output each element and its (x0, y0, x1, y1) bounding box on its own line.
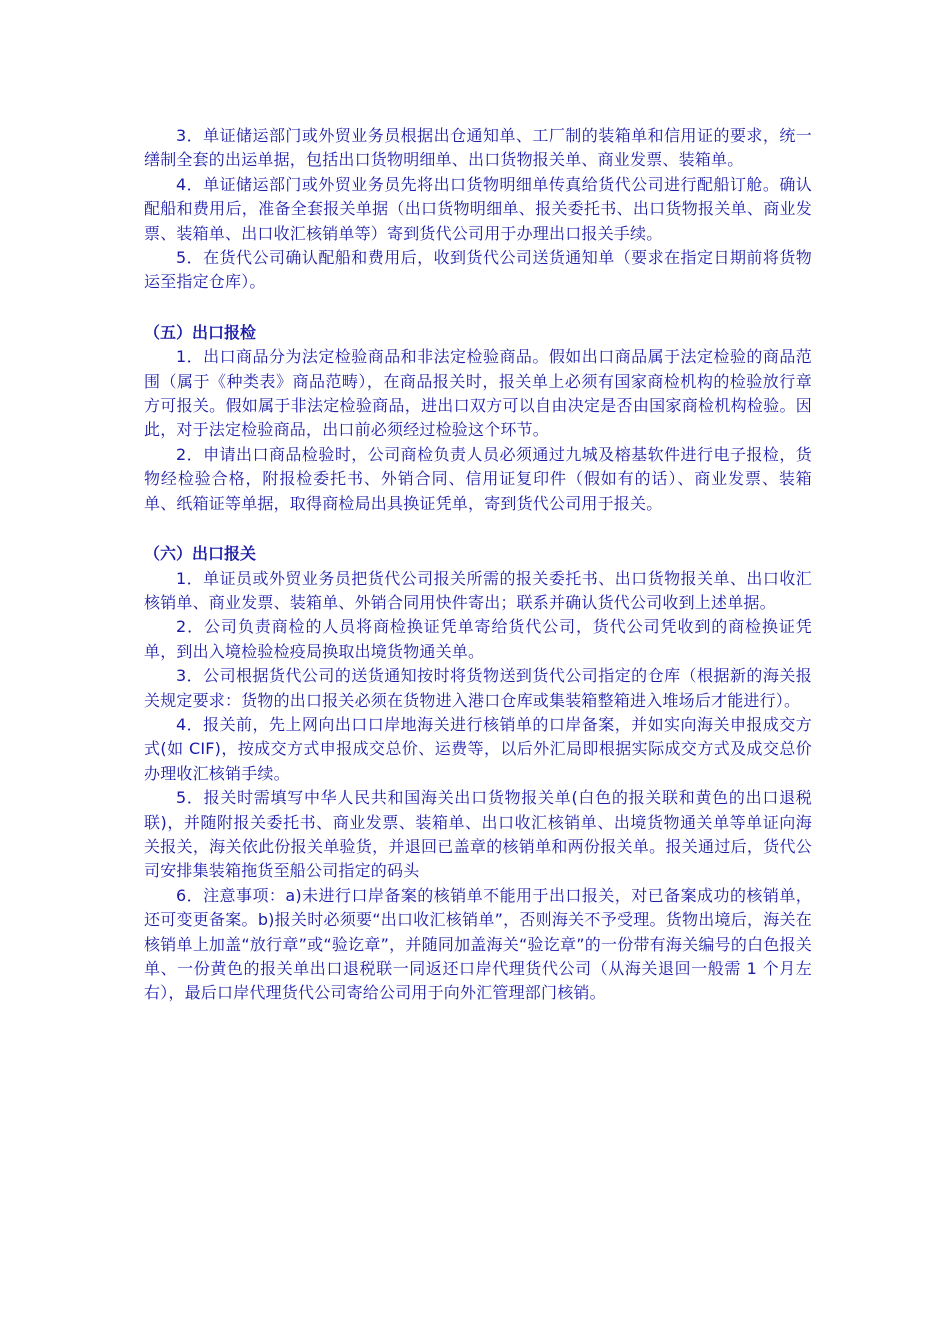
declaration-item-5: 5．报关时需填写中华人民共和国海关出口货物报关单(白色的报关联和黄色的出口退税联)，并随附报关委托书、商业发票、装箱单、出口收汇核销单、出境货物通关单等单证向海关报关，海关依此份报关单验货，并退回已盖章的核销单和两份报关单。报关通过后，货代公司安排集装箱拖货至船公司指定的码头 (144, 788, 812, 881)
section-heading-export-inspection: （五）出口报检 (144, 322, 257, 342)
paragraph-item-4: 4．单证储运部门或外贸业务员先将出口货物明细单传真给货代公司进行配船订舱。确认配船和费用后，准备全套报关单据（出口货物明细单、报关委托书、出口货物报关单、商业发票、装箱单、出口收汇核销单等）寄到货代公司用于办理出口报关手续。 (144, 174, 812, 243)
declaration-item-2: 2．公司负责商检的人员将商检换证凭单寄给货代公司，货代公司凭收到的商检换证凭单，到出入境检验检疫局换取出境货物通关单。 (144, 617, 812, 661)
declaration-item-1: 1．单证员或外贸业务员把货代公司报关所需的报关委托书、出口货物报关单、出口收汇核销单、商业发票、装箱单、外销合同用快件寄出；联系并确认货代公司收到上述单据。 (144, 568, 812, 612)
paragraph-item-5: 5．在货代公司确认配船和费用后，收到货代公司送货通知单（要求在指定日期前将货物运至指定仓库）。 (144, 248, 812, 292)
inspection-item-1: 1．出口商品分为法定检验商品和非法定检验商品。假如出口商品属于法定检验的商品范围（属于《种类表》商品范畴），在商品报关时，报关单上必须有国家商检机构的检验放行章方可报关。假如属于非法定检验商品，进出口双方可以自由决定是否由国家商检机构检验。因此，对于法定检验商品，出口前必须经过检验这个环节。 (144, 347, 812, 440)
section-heading-export-declaration: （六）出口报关 (144, 544, 257, 564)
declaration-item-3: 3．公司根据货代公司的送货通知按时将货物送到货代公司指定的仓库（根据新的海关报关规定要求：货物的出口报关必须在货物进入港口仓库或集装箱整箱进入堆场后才能进行）。 (144, 666, 812, 710)
section-spacer (144, 295, 812, 321)
paragraph-item-3: 3．单证储运部门或外贸业务员根据出仓通知单、工厂制的装箱单和信用证的要求，统一缮制全套的出运单据，包括出口货物明细单、出口货物报关单、商业发票、装箱单。 (144, 126, 812, 170)
section-spacer (144, 516, 812, 542)
declaration-item-6: 6．注意事项：a)未进行口岸备案的核销单不能用于出口报关，对已备案成功的核销单，还可变更备案。b)报关时必须要“出口收汇核销单”，否则海关不予受理。货物出境后，海关在核销单上加盖“放行章”或“验讫章”，并随同加盖海关“验讫章”的一份带有海关编号的白色报关单、一份黄色的报关单出口退税联一同返还口岸代理货代公司（从海关退回一般需 1 个月左右），最后口岸代理货代公司寄给公司用于向外汇管理部门核销。 (144, 885, 812, 1003)
inspection-item-2: 2．申请出口商品检验时，公司商检负责人员必须通过九城及榕基软件进行电子报检，货物经检验合格，附报检委托书、外销合同、信用证复印件（假如有的话）、商业发票、装箱单、纸箱证等单据，取得商检局出具换证凭单，寄到货代公司用于报关。 (144, 444, 812, 513)
declaration-item-4: 4．报关前，先上网向出口口岸地海关进行核销单的口岸备案，并如实向海关申报成交方式(如 CIF)，按成交方式申报成交总价、运费等，以后外汇局即根据实际成交方式及成交总价办理收汇核销手续。 (144, 714, 812, 783)
